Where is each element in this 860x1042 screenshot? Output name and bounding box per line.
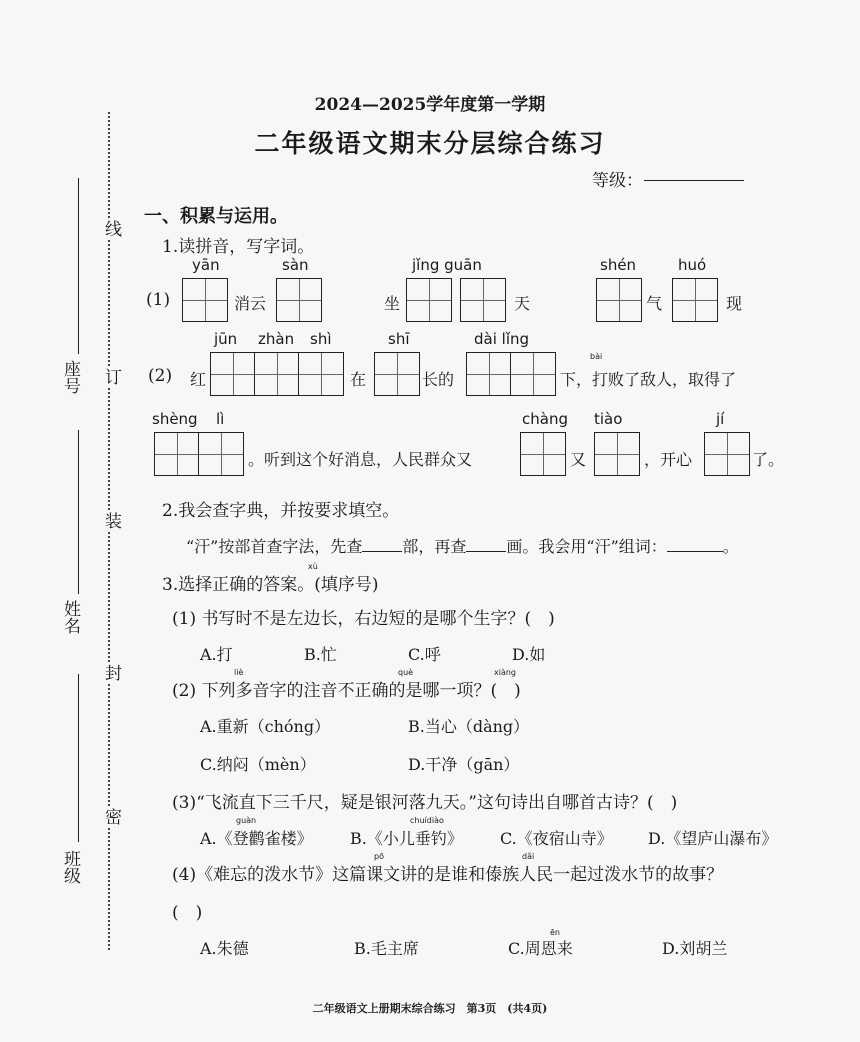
answer-grid-chang[interactable] <box>520 432 566 476</box>
class-label: 班级 <box>60 850 80 884</box>
q3-2-option-c[interactable]: C.纳闷（mèn） <box>200 755 316 774</box>
row3-text-tingdao: 。听到这个好消息，人民群众又 <box>248 450 473 469</box>
row2-text-dabai: 下，打败了敌人，取得了 <box>560 370 737 389</box>
q3-1-option-a[interactable]: A.打 <box>200 645 233 664</box>
pinyin-shi2: shī <box>388 330 410 348</box>
grade-label: 等级： <box>592 171 643 191</box>
pinyin-san: sàn <box>282 256 309 274</box>
hint-que: què <box>398 668 414 677</box>
row2-text-hong: 红 <box>190 370 207 389</box>
hint-bai: bài <box>590 352 603 361</box>
pinyin-zhan: zhàn <box>258 330 295 348</box>
q3-1-question: (1) 书写时不是左边长，右边短的是哪个生字？( ) <box>172 609 555 629</box>
hint-xu: xù <box>308 562 318 571</box>
q3-4-question: (4)《难忘的泼水节》这篇课文讲的是谁和傣族人民一起过泼水节的故事？ <box>172 865 724 885</box>
hint-guan: guàn <box>236 816 257 825</box>
answer-grid-huo[interactable] <box>672 278 718 322</box>
pinyin-dailing: dài lǐng <box>474 330 530 348</box>
q3-3-question: (3)“飞流直下三千尺，疑是银河落九天。”这句诗出自哪首古诗？( ) <box>172 793 678 813</box>
hint-en: ēn <box>550 928 560 937</box>
section-title: 一、积累与运用。 <box>144 206 288 227</box>
q3-3-option-a[interactable]: A.《登鹳雀楼》 <box>200 829 313 848</box>
answer-grid-san[interactable] <box>276 278 322 322</box>
row1-text-qi: 气 <box>646 294 663 313</box>
pinyin-yan: yān <box>192 256 220 274</box>
pinyin-shen: shén <box>600 256 637 274</box>
binding-mark-xian: 线 <box>99 218 124 239</box>
hint-xiang: xiàng <box>494 668 517 677</box>
name-blank-line <box>78 430 79 594</box>
q3-3-option-c[interactable]: C.《夜宿山寺》 <box>500 829 613 848</box>
answer-grid-guan[interactable] <box>460 278 506 322</box>
q3-3-option-d[interactable]: D.《望庐山瀑布》 <box>648 829 778 848</box>
row3-text-kaixin: ，开心 <box>644 450 693 469</box>
q3-2-option-a[interactable]: A.重新（chóng） <box>200 717 331 736</box>
answer-grid-tiao[interactable] <box>594 432 640 476</box>
hint-chuidiao: chuídiào <box>410 816 444 825</box>
answer-grid-ji[interactable] <box>704 432 750 476</box>
q2-part-4: 。 <box>722 537 739 556</box>
binding-mark-mi: 密 <box>99 806 124 827</box>
q3-4-option-c[interactable]: C.周恩来 <box>508 939 573 958</box>
pinyin-ji: jí <box>716 410 725 428</box>
pinyin-chang: chàng <box>522 410 568 428</box>
page-footer: 二年级语文上册期末综合练习 第3页 (共4页) <box>312 1002 548 1015</box>
row2-number: (2) <box>148 366 173 386</box>
term-heading: 2024—2025学年度第一学期 <box>314 95 546 115</box>
q1-instruction: 1.读拼音，写字词。 <box>162 237 315 257</box>
pinyin-huo: huó <box>678 256 707 274</box>
q2-instruction: 2.我会查字典，并按要求填空。 <box>162 501 400 521</box>
q2-part-1: “汗”按部首查字法，先查 <box>186 537 363 556</box>
word-blank[interactable] <box>667 551 723 552</box>
hint-po: pō <box>374 852 384 861</box>
row2-text-zai: 在 <box>350 370 367 389</box>
class-blank-line <box>78 674 79 842</box>
q3-2-option-d[interactable]: D.干净（gān） <box>408 755 520 774</box>
q3-3-option-b[interactable]: B.《小儿垂钓》 <box>350 829 463 848</box>
row1-text-xian: 现 <box>726 294 743 313</box>
q3-1-option-c[interactable]: C.呼 <box>408 645 441 664</box>
q3-4-option-b[interactable]: B.毛主席 <box>354 939 419 958</box>
radical-blank[interactable] <box>362 551 402 552</box>
pinyin-li: lì <box>216 410 225 428</box>
q3-4-answer-paren[interactable]: ( ) <box>172 903 203 923</box>
pinyin-jingguan: jǐng guān <box>412 256 482 274</box>
row1-number: (1) <box>146 290 171 310</box>
answer-grid-junzhanshi[interactable] <box>210 352 344 396</box>
q3-instruction: 3.选择正确的答案。(填序号) <box>162 575 379 595</box>
grade-blank[interactable] <box>644 180 744 181</box>
row1-text-zuo: 坐 <box>384 294 401 313</box>
q2-part-3: 画。我会用“汗”组词： <box>506 537 667 556</box>
q3-4-option-d[interactable]: D.刘胡兰 <box>662 939 728 958</box>
row3-text-le: 了。 <box>752 450 785 469</box>
q3-1-option-b[interactable]: B.忙 <box>304 645 337 664</box>
hint-dai: dǎi <box>522 852 535 861</box>
pinyin-tiao: tiào <box>594 410 623 428</box>
page-title: 二年级语文期末分层综合练习 <box>254 129 606 158</box>
q2-line <box>186 534 739 557</box>
row1-text-xiaoyun: 消云 <box>234 294 267 313</box>
binding-mark-feng: 封 <box>99 662 124 683</box>
answer-grid-yan[interactable] <box>182 278 228 322</box>
binding-mark-zhuang: 装 <box>99 510 124 531</box>
strokes-blank[interactable] <box>466 551 506 552</box>
seat-label: 座号 <box>60 360 80 394</box>
name-label: 姓名 <box>60 600 80 634</box>
q3-2-option-b[interactable]: B.当心（dàng） <box>408 717 530 736</box>
row3-text-you: 又 <box>570 450 587 469</box>
q3-2-question: (2) 下列多音字的注音不正确的是哪一项？( ) <box>172 681 521 701</box>
answer-grid-shengli[interactable] <box>154 432 244 476</box>
binding-mark-ding: 订 <box>99 366 124 387</box>
answer-grid-dailing[interactable] <box>466 352 556 396</box>
q2-part-2: 部，再查 <box>402 537 467 556</box>
q3-4-option-a[interactable]: A.朱德 <box>200 939 249 958</box>
row1-text-tian: 天 <box>514 294 531 313</box>
answer-grid-jing[interactable] <box>406 278 452 322</box>
pinyin-jun: jūn <box>214 330 238 348</box>
seat-blank-line <box>78 178 79 354</box>
answer-grid-shi[interactable] <box>374 352 420 396</box>
pinyin-shi: shì <box>310 330 332 348</box>
row2-text-zhangde: 长的 <box>422 370 455 389</box>
hint-lie: liè <box>234 668 244 677</box>
pinyin-sheng: shèng <box>152 410 198 428</box>
q3-1-option-d[interactable]: D.如 <box>512 645 546 664</box>
answer-grid-shen[interactable] <box>596 278 642 322</box>
